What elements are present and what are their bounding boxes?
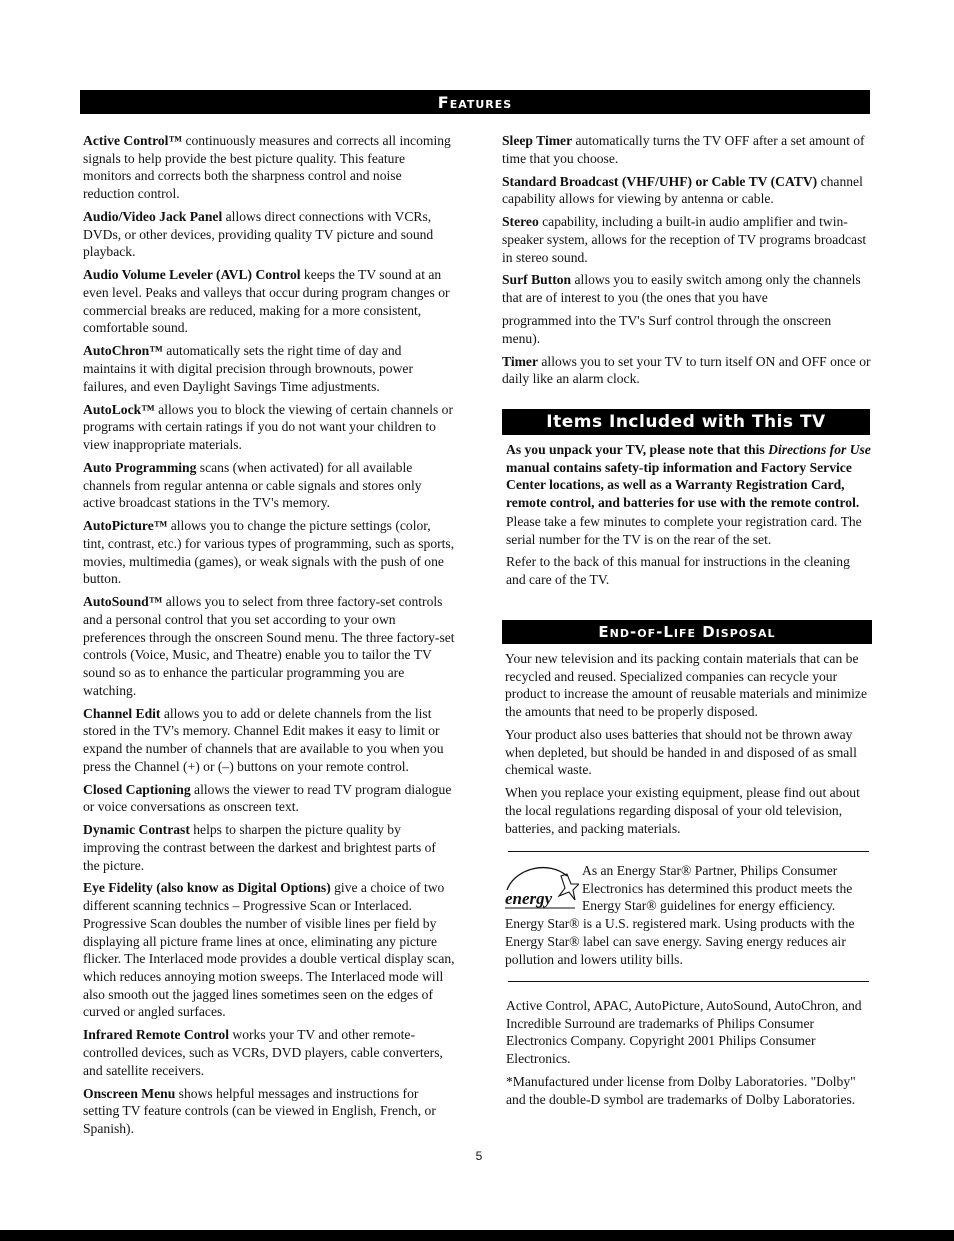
- feature-text: works your TV and other remote-controlled devices, such as VCRs, DVD players, cable converters, and satellite receivers.: [83, 1027, 443, 1078]
- feature-term: Onscreen Menu: [83, 1085, 176, 1101]
- page-number: 5: [475, 1149, 483, 1163]
- feature-item: [83, 1026, 455, 1079]
- feature-text: scans (when activated) for all available channels from regular antenna or cable signals and stores only active broadcast stations in the TV's memory.: [83, 459, 422, 511]
- feature-text: allows you to change the picture settings (color, tint, contrast, etc.) for various types of programming, such as sports, movies, multimedia (games), or weak signals with the push of one button.: [83, 518, 455, 587]
- feature-item: [502, 173, 872, 208]
- feature-term: Closed Captioning: [83, 781, 191, 797]
- energy-star-logo-icon: [501, 862, 579, 914]
- feature-text: allows you to add or delete channels from the list stored in the TV's memory. Channel Edit makes it easy to limit or expand the number of channels that are available to you when you press the Channel (+) or (–) buttons on your remote control.: [83, 705, 444, 774]
- feature-term: Auto Programming: [83, 459, 197, 475]
- feature-text: helps to sharpen the picture quality by improving the contrast between the darkest and brightest parts of the picture.: [83, 822, 436, 873]
- feature-item: [83, 401, 455, 454]
- feature-item: [83, 781, 455, 816]
- end-of-life-section: [505, 650, 875, 843]
- feature-term: Audio/Video Jack Panel: [83, 209, 223, 224]
- svg-text:energy: energy: [505, 889, 553, 908]
- feature-item: [83, 705, 455, 776]
- feature-item: [83, 208, 455, 261]
- feature-term: Timer: [502, 353, 538, 369]
- feature-term: Channel Edit: [83, 705, 161, 721]
- feature-text: keeps the TV sound at an even level. Peaks and valleys that occur during program changes or commercial breaks are reduced, making for a more consistent, comfortable sound.: [83, 267, 450, 336]
- feature-term: Dynamic Contrast: [83, 822, 190, 838]
- features-banner: Features: [80, 90, 870, 114]
- feature-term: AutoPicture™: [83, 518, 168, 534]
- feature-item: [83, 266, 455, 337]
- feature-term: AutoChron™: [83, 343, 163, 359]
- feature-item: [83, 1085, 455, 1138]
- end-of-life-paragraph: When you replace your existing equipment, please find out about the local regulations regarding disposal of your old television, batteries, and packing materials.: [505, 785, 860, 836]
- feature-item: [502, 213, 872, 266]
- trademark-paragraph: Active Control, APAC, AutoPicture, AutoSound, AutoChron, and Incredible Surround are trademarks of Philips Consumer Electronics Company. Copyright 2001 Philips Consumer Electronics.: [506, 998, 862, 1067]
- end-of-life-paragraph: Your product also uses batteries that should not be thrown away when depleted, but should be handed in and disposed of as small chemical waste.: [505, 727, 857, 778]
- feature-term: Eye Fidelity (also know as Digital Options): [83, 880, 331, 896]
- feature-text: shows helpful messages and instructions for setting TV feature controls (can be viewed in English, French, or Spanish).: [83, 1085, 436, 1136]
- feature-term: Infrared Remote Control: [83, 1027, 229, 1043]
- feature-text: channel capability allows for viewing by antenna or cable.: [502, 173, 863, 207]
- feature-text: allows direct connections with VCRs, DVDs, or other devices, providing quality TV picture and sound playback.: [83, 209, 434, 260]
- items-notice-b: manual contains safety-tip information and Factory Service Center locations, as well as a Warranty Registration Card, remote control, and batteries for use with the remote control.: [506, 459, 860, 511]
- feature-item: [502, 132, 872, 167]
- feature-text: allows you to block the viewing of certain channels or programs with certain ratings if you do not want your children to view inappropriate materials.: [83, 401, 453, 452]
- feature-item: [83, 879, 455, 1021]
- features-right-column: [502, 132, 872, 393]
- end-of-life-paragraph: Your new television and its packing contain materials that can be recycled and reused. Specialized companies can recycle your product to increase the amount of reusable materials and minimize the amounts that need to be properly disposed.: [505, 651, 867, 720]
- feature-term: Audio Volume Leveler (AVL) Control: [83, 267, 301, 283]
- items-notice-italic: Directions for Use: [768, 442, 871, 457]
- feature-term: AutoLock™: [83, 401, 155, 417]
- feature-text: allows you to easily switch among only the channels that are of interest to you (the ones that you have: [502, 272, 861, 306]
- feature-item: [83, 132, 455, 203]
- feature-term: Active Control™: [83, 133, 183, 148]
- trademark-notice: [506, 997, 872, 1114]
- feature-term: Surf Button: [502, 272, 572, 288]
- feature-text: automatically sets the right time of day and maintains it with digital precision through brownouts, power failures, and even Daylight Savings Time adjustments.: [83, 343, 413, 394]
- feature-item: [502, 312, 872, 347]
- feature-term: AutoSound™: [83, 594, 163, 610]
- items-included-banner: Items Included with This TV: [502, 409, 870, 435]
- feature-text: programmed into the TV's Surf control through the onscreen menu).: [502, 313, 832, 346]
- items-cleaning-text: Refer to the back of this manual for instructions in the cleaning and care of the TV.: [506, 554, 850, 588]
- feature-term: Standard Broadcast (VHF/UHF) or Cable TV (CATV): [502, 173, 818, 189]
- feature-item: [83, 593, 455, 699]
- feature-text: capability, including a built-in audio amplifier and twin-speaker system, allows for the reception of TV programs broadcast in stereo sound.: [502, 214, 867, 265]
- items-notice-a: As you unpack your TV, please note that this: [506, 442, 769, 457]
- feature-item: [83, 342, 455, 395]
- features-left-column: [83, 132, 455, 1143]
- items-notice: [506, 441, 872, 512]
- dolby-paragraph: *Manufactured under license from Dolby Laboratories. "Dolby" and the double-D symbol are trademarks of Dolby Laboratories.: [506, 1074, 856, 1107]
- feature-term: Sleep Timer: [502, 133, 573, 148]
- feature-item: [83, 459, 455, 512]
- feature-item: [83, 821, 455, 874]
- feature-text: allows you to select from three factory-set controls and a personal control that you set according to your own preferences through the onscreen Sound menu. The three factory-set controls (Voice, Music, and Theatre) enable you to tailor the TV sound so as to enhance the particular programming you are watching.: [83, 594, 455, 698]
- items-included-section: [506, 441, 872, 594]
- energy-star-text: As an Energy Star® Partner, Philips Consumer Electronics has determined this product meets the Energy Star® guidelines for energy efficiency. Energy Star® is a U.S. registered mark. Using products with the Energy Star® label can save energy. Saving energy reduces air pollution and lowers utility bills.: [505, 863, 855, 967]
- end-of-life-banner: End-of-Life Disposal: [502, 620, 872, 644]
- energy-top-divider: [508, 851, 869, 852]
- feature-item: [502, 353, 872, 388]
- feature-text: continuously measures and corrects all incoming signals to help provide the best picture quality. This feature monitors and corrects both the sharpness control and noise reduction control.: [83, 133, 451, 202]
- feature-term: Stereo: [502, 214, 539, 230]
- feature-text: automatically turns the TV OFF after a set amount of time that you choose.: [502, 133, 865, 166]
- feature-text: allows you to set your TV to turn itself ON and OFF once or daily like an alarm clock.: [502, 353, 871, 387]
- items-registration-text: Please take a few minutes to complete your registration card. The serial number for the TV is on the rear of the set.: [506, 513, 862, 547]
- feature-item: [502, 271, 872, 306]
- energy-star-notice: [505, 862, 875, 968]
- energy-bottom-divider: [508, 981, 869, 982]
- feature-item: [83, 517, 455, 588]
- bottom-border-bar: [0, 1230, 954, 1241]
- feature-text: allows the viewer to read TV program dialogue or voice conversations as onscreen text.: [83, 781, 452, 815]
- feature-text: give a choice of two different scanning technics – Progressive Scan or Interlaced. Progressive Scan doubles the number of visible lines per field by displaying all picture frame lines at once, eliminating any picture flicker. The Interlaced mode provides a double vertical display scan, which reduces annoying motion sweeps. The Interlaced mode will also smooth out the jagged lines sometimes seen on the edges of curved or angled surfaces.: [83, 880, 455, 1020]
